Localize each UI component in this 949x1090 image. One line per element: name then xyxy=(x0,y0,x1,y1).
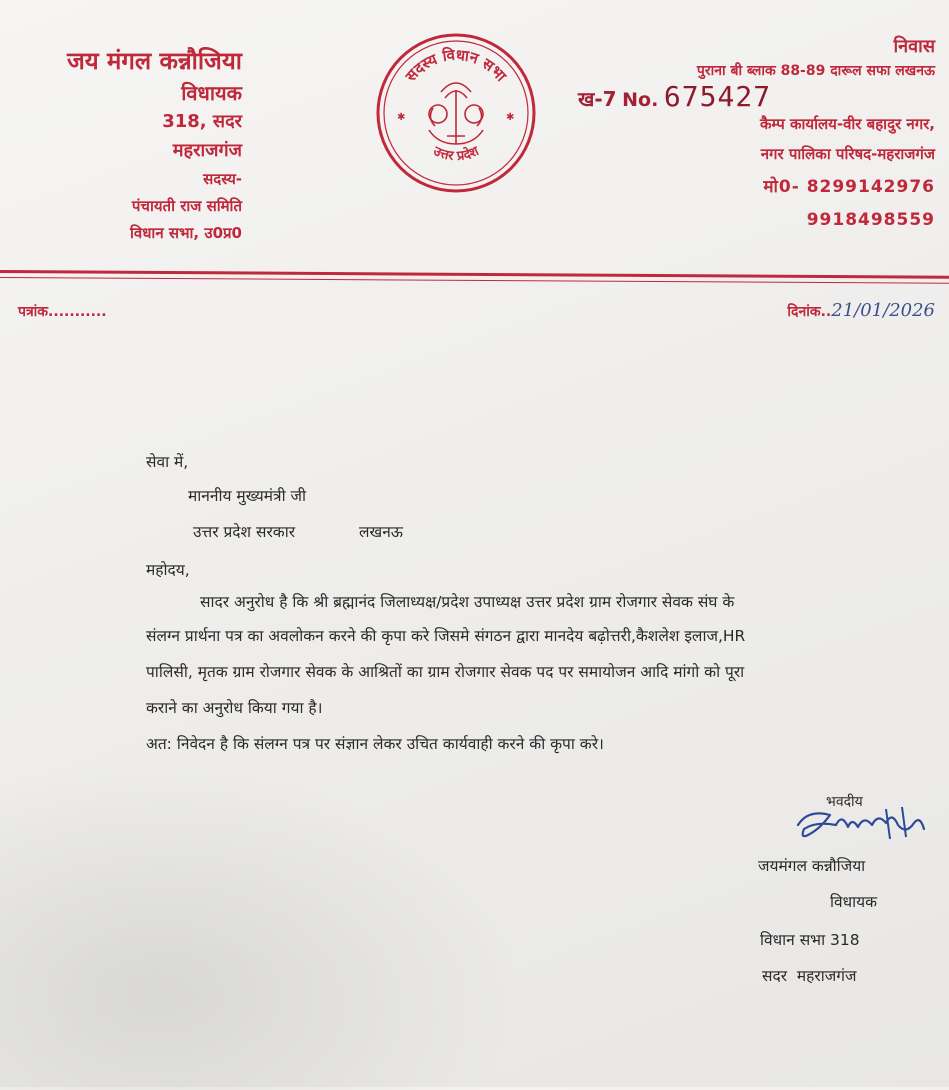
legislator-name: जय मंगल कन्नौजिया xyxy=(66,47,242,75)
legislator-district: महराजगंज xyxy=(172,140,242,161)
greeting: महोदय, xyxy=(146,561,190,579)
body-line: संलग्न प्रार्थना पत्र का अवलोकन करने की कृपा करे जिसमे संगठन द्वारा मानदेय बढ़ोत्तरी,कैशलेश इलाज,HR xyxy=(146,627,746,645)
camp-office-address: कैम्प कार्यालय-वीर बहादुर नगर, xyxy=(759,115,935,133)
reference-number-field: पत्रांक........... xyxy=(18,304,107,320)
letterhead-right-block xyxy=(697,34,935,236)
date-field xyxy=(787,300,935,321)
recipient-title: माननीय मुख्यमंत्री जी xyxy=(188,487,307,505)
salutation-to: सेवा में, xyxy=(146,453,189,471)
signatory-constituency: सदर महराजगंज xyxy=(762,967,857,985)
mobile-number-1: मो0- 8299142976 xyxy=(763,177,935,197)
body-line: सादर अनुरोध है कि श्री ब्रह्मानंद जिलाध्यक्ष/प्रदेश उपाध्यक्ष उत्तर प्रदेश ग्राम रोजगार सेवक संघ के xyxy=(200,593,735,611)
signatory-assembly: विधान सभा 318 xyxy=(760,931,860,949)
handwritten-signature xyxy=(790,795,930,855)
svg-text:✱: ✱ xyxy=(397,112,406,123)
emblem-icon xyxy=(429,83,483,144)
body-line: कराने का अनुरोध किया गया है। xyxy=(146,699,323,717)
camp-office-address-2: नगर पालिका परिषद-महराजगंज xyxy=(760,145,935,163)
mobile-number-2: 9918498559 xyxy=(806,210,935,230)
legislative-assembly-seal xyxy=(375,32,537,194)
serial-label: No. xyxy=(622,89,659,111)
residence-label: निवास xyxy=(893,36,935,57)
legislator-constituency: 318, सदर xyxy=(162,111,242,132)
seal-bottom-text: उत्तर प्रदेश xyxy=(430,143,482,165)
assembly-name: विधान सभा, उ0प्र0 xyxy=(129,224,242,242)
serial-prefix: ख-7 xyxy=(578,87,617,111)
residence-address: पुराना बी ब्लाक 88-89 दारूल सफा लखनऊ xyxy=(696,63,935,79)
body-line: पालिसी, मृतक ग्राम रोजगार सेवक के आश्रितों का ग्राम रोजगार सेवक पद पर समायोजन आदि मांगो को पूरा xyxy=(146,663,745,681)
letterhead-divider-thin xyxy=(0,277,949,284)
closing-request: अत: निवेदन है कि संलग्न पत्र पर संज्ञान लेकर उचित कार्यवाही करने की कृपा करे। xyxy=(146,735,604,753)
letterhead xyxy=(0,0,949,290)
signatory-post: विधायक xyxy=(830,893,878,911)
member-label: सदस्य- xyxy=(203,170,242,188)
signatory-name: जयमंगल कन्नौजिया xyxy=(758,857,866,875)
serial-number: 675427 xyxy=(663,80,772,113)
date-value: 21/01/2026 xyxy=(831,300,935,321)
legislator-post: विधायक xyxy=(181,81,242,105)
seal-top-text: सदस्य विधान सभा xyxy=(401,45,510,85)
signature-closing: भवदीय xyxy=(826,794,863,810)
svg-text:✱: ✱ xyxy=(506,112,515,123)
letterhead-left-block xyxy=(67,46,242,246)
svg-text:उत्तर प्रदेश xyxy=(430,143,482,164)
recipient-city: लखनऊ xyxy=(359,523,403,541)
committee-name: पंचायती राज समिति xyxy=(131,197,242,215)
paper-shadow xyxy=(0,760,520,1090)
serial-number-stamp xyxy=(578,80,771,113)
date-label: दिनांक.. xyxy=(787,304,832,320)
recipient-office: उत्तर प्रदेश सरकार xyxy=(193,523,296,541)
